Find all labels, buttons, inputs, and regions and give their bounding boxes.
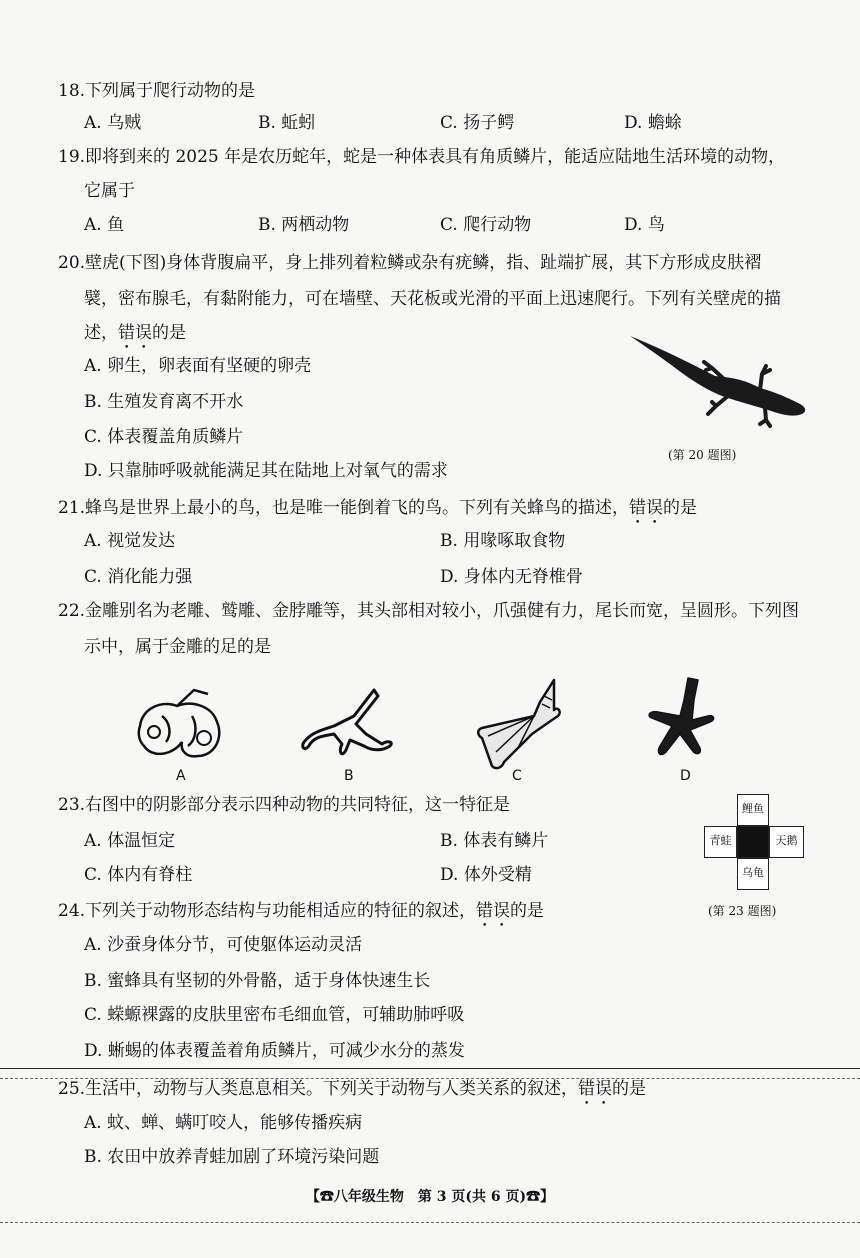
q20-stem-emphasis: 错误 bbox=[118, 323, 152, 343]
foot-b-figure bbox=[294, 686, 404, 766]
q21-stem-emphasis: 错误 bbox=[629, 498, 664, 518]
q19-option-a: A. 鱼 bbox=[84, 215, 125, 235]
q22-stem-cont: 示中，属于金雕的足的是 bbox=[84, 637, 271, 657]
q23-option-c: C. 体内有脊柱 bbox=[84, 865, 193, 885]
q22-stem: 22.金雕别名为老雕、鹫雕、金脖雕等，其头部相对较小，爪强健有力，尾长而宽，呈圆形。下列图 bbox=[58, 601, 800, 621]
cell-carp: 鲤鱼 bbox=[737, 794, 769, 826]
q21-option-c: C. 消化能力强 bbox=[84, 567, 193, 587]
foot-a-figure bbox=[132, 686, 232, 766]
q19-option-d: D. 鸟 bbox=[624, 215, 665, 235]
q20-option-d: D. 只靠肺呼吸就能满足其在陆地上对氧气的需求 bbox=[84, 461, 448, 481]
q20-stem-pre: 述， bbox=[84, 323, 118, 343]
q23-option-b: B. 体表有鳞片 bbox=[440, 831, 549, 851]
q20-stem-post: 的是 bbox=[152, 323, 186, 343]
q21-option-a: A. 视觉发达 bbox=[84, 531, 176, 551]
foot-label-a: A bbox=[176, 768, 186, 784]
q24-option-d: D. 蜥蜴的体表覆盖着角质鳞片，可减少水分的蒸发 bbox=[84, 1041, 465, 1061]
q24-stem-post: 的是 bbox=[510, 901, 545, 921]
q20-stem-cont1: 襞，密布腺毛，有黏附能力，可在墙壁、天花板或光滑的平面上迅速爬行。下列有关壁虎的描 bbox=[84, 289, 781, 309]
q19-stem: 19.即将到来的 2025 年是农历蛇年，蛇是一种体表具有角质鳞片，能适应陆地生活环境的动物， bbox=[58, 147, 786, 167]
q21-option-b: B. 用喙啄取食物 bbox=[440, 531, 566, 551]
cell-frog: 青蛙 bbox=[704, 826, 737, 858]
q25-option-a: A. 蚊、蝉、螨叮咬人，能够传播疾病 bbox=[84, 1113, 363, 1133]
q20-stem-cont2 bbox=[84, 322, 186, 353]
q23-option-d: D. 体外受精 bbox=[440, 865, 532, 885]
foot-c-figure bbox=[462, 676, 572, 772]
fold-line-top bbox=[0, 1068, 860, 1069]
q18-option-b: B. 蚯蚓 bbox=[258, 113, 316, 133]
q21-option-d: D. 身体内无脊椎骨 bbox=[440, 567, 583, 587]
cell-turtle: 乌龟 bbox=[737, 858, 769, 890]
q18-stem: 18.下列属于爬行动物的是 bbox=[58, 81, 256, 101]
q24-option-c: C. 蝾螈裸露的皮肤里密布毛细血管，可辅助肺呼吸 bbox=[84, 1005, 465, 1025]
q24-option-a: A. 沙蚕身体分节，可使躯体运动灵活 bbox=[84, 935, 363, 955]
q24-stem-emphasis: 错误 bbox=[476, 901, 511, 921]
q21-stem-pre: 21.蜂鸟是世界上最小的鸟，也是唯一能倒着飞的鸟。下列有关蜂鸟的描述， bbox=[58, 498, 630, 518]
q24-stem-pre: 24.下列关于动物形态结构与功能相适应的特征的叙述， bbox=[58, 901, 477, 921]
q19-stem-cont: 它属于 bbox=[84, 181, 135, 201]
q18-option-c: C. 扬子鳄 bbox=[440, 113, 515, 133]
q21-stem-post: 的是 bbox=[663, 498, 698, 518]
q25-stem bbox=[58, 1078, 646, 1109]
q24-option-b: B. 蜜蜂具有坚韧的外骨骼，适于身体快速生长 bbox=[84, 971, 431, 991]
foot-label-b: B bbox=[344, 768, 354, 784]
q23-stem: 23.右图中的阴影部分表示四种动物的共同特征，这一特征是 bbox=[58, 795, 511, 815]
q19-option-c: C. 爬行动物 bbox=[440, 215, 532, 235]
q20-option-a: A. 卵生，卵表面有坚硬的卵壳 bbox=[84, 356, 312, 376]
q20-option-c: C. 体表覆盖角质鳞片 bbox=[84, 427, 244, 447]
q20-figure-caption: (第 20 题图) bbox=[668, 448, 737, 462]
q20-option-b: B. 生殖发育离不开水 bbox=[84, 392, 244, 412]
page-footer: 【☎八年级生物 第 3 页(共 6 页)☎】 bbox=[305, 1189, 555, 1205]
foot-label-d: D bbox=[680, 768, 691, 784]
q25-stem-emphasis: 错误 bbox=[578, 1079, 613, 1099]
foot-label-c: C bbox=[512, 768, 522, 784]
q20-stem: 20.壁虎(下图)身体背腹扁平，身上排列着粒鳞或杂有疣鳞，指、趾端扩展，其下方形成皮肤褶 bbox=[58, 253, 762, 273]
q25-stem-pre: 25.生活中，动物与人类息息相关。下列关于动物与人类关系的叙述， bbox=[58, 1079, 579, 1099]
q25-option-b: B. 农田中放养青蛙加剧了环境污染问题 bbox=[84, 1147, 380, 1167]
q21-stem bbox=[58, 497, 697, 528]
q18-option-d: D. 蟾蜍 bbox=[624, 113, 682, 133]
q19-option-b: B. 两栖动物 bbox=[258, 215, 350, 235]
q23-cross-diagram bbox=[704, 794, 804, 890]
gecko-figure bbox=[620, 318, 820, 428]
q24-stem bbox=[58, 900, 544, 931]
cell-swan: 天鹅 bbox=[769, 826, 804, 858]
foot-d-figure bbox=[640, 676, 720, 770]
q23-figure-caption: (第 23 题图) bbox=[708, 904, 777, 918]
q18-option-a: A. 乌贼 bbox=[84, 113, 142, 133]
q23-option-a: A. 体温恒定 bbox=[84, 831, 176, 851]
q25-stem-post: 的是 bbox=[612, 1079, 647, 1099]
cell-shared-feature bbox=[737, 826, 769, 858]
footer-rule bbox=[0, 1222, 860, 1223]
